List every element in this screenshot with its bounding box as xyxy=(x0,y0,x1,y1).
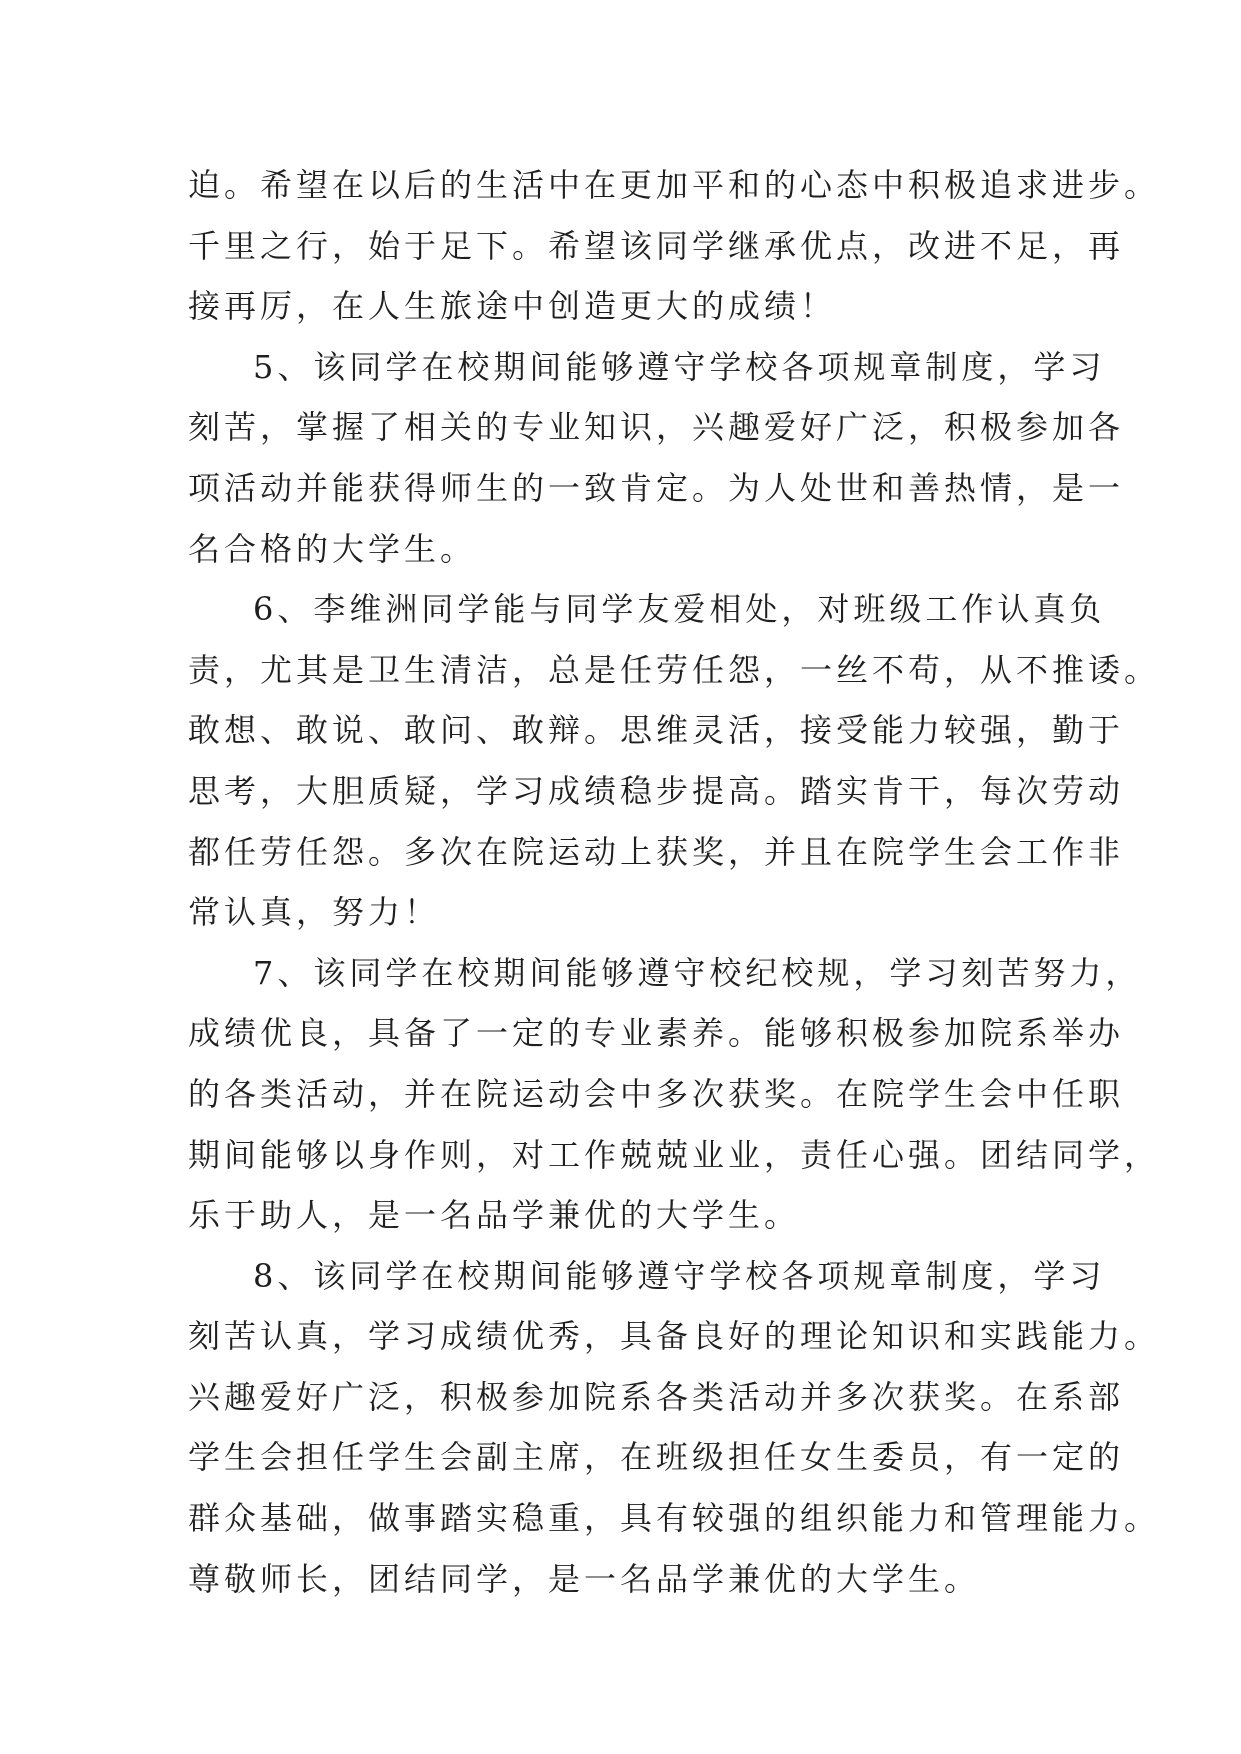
paragraph-continued xyxy=(188,155,1161,337)
text-line: 项活动并能获得师生的一致肯定。为人处世和善热情，是一 xyxy=(188,468,1125,507)
document-body xyxy=(188,155,1161,1609)
paragraph-6 xyxy=(188,579,1161,943)
text-line: 千里之行，始于足下。希望该同学继承优点，改进不足，再 xyxy=(188,226,1125,265)
text-line: 接再厉，在人生旅途中创造更大的成绩！ xyxy=(188,287,837,326)
text-line: 8、该同学在校期间能够遵守学校各项规章制度，学习 xyxy=(253,1256,1106,1295)
text-line: 敢想、敢说、敢问、敢辩。思维灵活，接受能力较强，勤于 xyxy=(188,711,1125,750)
text-line: 7、该同学在校期间能够遵守校纪校规，学习刻苦努力， xyxy=(253,953,1142,992)
text-line: 刻苦，掌握了相关的专业知识，兴趣爱好广泛，积极参加各 xyxy=(188,408,1125,447)
paragraph-8 xyxy=(188,1246,1161,1610)
text-line: 都任劳任怨。多次在院运动上获奖，并且在院学生会工作非 xyxy=(188,832,1125,871)
text-line: 常认真，努力！ xyxy=(188,893,441,932)
text-line: 群众基础，做事踏实稳重，具有较强的组织能力和管理能力。 xyxy=(188,1499,1161,1538)
text-line: 刻苦认真，学习成绩优秀，具备良好的理论知识和实践能力。 xyxy=(188,1317,1161,1356)
text-line: 学生会担任学生会副主席，在班级担任女生委员，有一定的 xyxy=(188,1438,1125,1477)
text-line: 兴趣爱好广泛，积极参加院系各类活动并多次获奖。在系部 xyxy=(188,1377,1125,1416)
paragraph-7 xyxy=(188,943,1161,1246)
paragraph-5 xyxy=(188,337,1125,579)
text-line: 乐于助人，是一名品学兼优的大学生。 xyxy=(188,1196,801,1235)
text-line: 思考，大胆质疑，学习成绩稳步提高。踏实肯干，每次劳动 xyxy=(188,771,1125,810)
text-line: 的各类活动，并在院运动会中多次获奖。在院学生会中任职 xyxy=(188,1074,1125,1113)
text-line: 尊敬师长，团结同学，是一名品学兼优的大学生。 xyxy=(188,1559,981,1598)
text-line: 责，尤其是卫生清洁，总是任劳任怨，一丝不苟，从不推诿。 xyxy=(188,650,1161,689)
text-line: 成绩优良，具备了一定的专业素养。能够积极参加院系举办 xyxy=(188,1014,1125,1053)
text-line: 期间能够以身作则，对工作兢兢业业，责任心强。团结同学， xyxy=(188,1135,1161,1174)
text-line: 名合格的大学生。 xyxy=(188,529,477,568)
text-line: 6、李维洲同学能与同学友爱相处，对班级工作认真负 xyxy=(253,590,1106,629)
text-line: 5、该同学在校期间能够遵守学校各项规章制度，学习 xyxy=(253,347,1106,386)
text-line: 迫。希望在以后的生活中在更加平和的心态中积极追求进步。 xyxy=(188,166,1161,204)
